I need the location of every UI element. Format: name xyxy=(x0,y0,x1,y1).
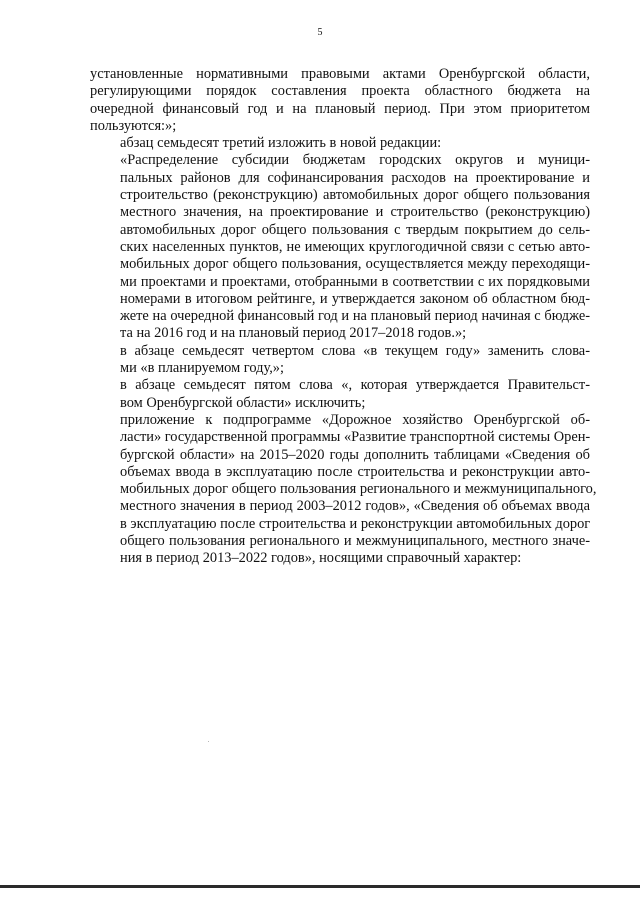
text-line: ми проектами и проектами, отобранными в соответствии с их порядковыми xyxy=(120,273,590,290)
text-line: общего пользования регионального и межмуниципального, местного значе- xyxy=(120,533,590,550)
text-line: «Распределение субсидии бюджетам городских округов и муници- xyxy=(120,152,590,169)
page-bottom-edge xyxy=(0,885,640,888)
text-line: автомобильных дорог общего пользования с твердым покрытием до сель- xyxy=(120,221,590,238)
text-line: объемах ввода в эксплуатацию после строительства и реконструкции авто- xyxy=(120,463,590,480)
scan-speck xyxy=(208,741,209,742)
text-line: мобильных дорог общего пользования, осуществляется между переходящи- xyxy=(120,256,590,273)
text-line: установленные нормативными правовыми актами Оренбургской области, xyxy=(90,66,590,82)
paragraph-74-amendment xyxy=(90,343,590,378)
text-line: ния в период 2013–2022 годов», носящими справочный характер: xyxy=(120,550,522,567)
text-line: очередной финансовый год и на плановый период. При этом приоритетом xyxy=(90,100,590,117)
text-line: та на 2016 год и на плановый период 2017–2018 годов.»; xyxy=(120,325,467,342)
text-line: абзац семьдесят третий изложить в новой редакции: xyxy=(120,135,442,152)
paragraph-appendix-tables xyxy=(90,411,597,568)
text-line: номерами в итоговом рейтинге, и утверждается законом об областном бюд- xyxy=(120,290,590,307)
document-body xyxy=(90,66,597,568)
page-number: 5 xyxy=(317,27,323,38)
text-line: строительство (реконструкцию) автомобильных дорог общего пользования xyxy=(120,187,590,204)
text-line: ских населенных пунктов, не имеющих круглогодичной связи с сетью авто- xyxy=(120,238,590,255)
text-line: приложение к подпрограмме «Дорожное хозяйство Оренбургской об- xyxy=(120,411,590,428)
text-line: ми «в планируемом году,»; xyxy=(120,360,284,377)
text-line: местного значения, на проектирование и строительство (реконструкцию) xyxy=(120,204,590,221)
text-line: в абзаце семьдесят четвертом слова «в текущем году» заменить слова- xyxy=(120,342,590,359)
text-line: мобильных дорог общего пользования регионального и межмуниципального, xyxy=(120,481,597,498)
text-line: регулирующими порядок составления проекта областного бюджета на xyxy=(90,83,590,100)
paragraph-subsidy-distribution xyxy=(90,152,590,342)
text-line: ласти» государственной программы «Развитие транспортной системы Орен- xyxy=(120,429,591,446)
text-line: бургской области» на 2015–2020 годы дополнить таблицами «Сведения об xyxy=(120,446,590,463)
text-line: вом Оренбургской области» исключить; xyxy=(120,394,366,411)
text-line: жете на очередной финансовый год и на плановый период начиная с бюдже- xyxy=(120,308,590,325)
paragraph-75-amendment xyxy=(90,377,590,412)
paragraph-continuation xyxy=(90,66,590,135)
text-line: в эксплуатацию после строительства и реконструкции автомобильных дорог xyxy=(120,515,591,532)
text-line: пользуются:»; xyxy=(90,117,177,134)
paragraph-73-heading xyxy=(90,135,590,152)
text-line: местного значения в период 2003–2012 годов», «Сведения об объемах ввода xyxy=(120,498,590,515)
text-line: в абзаце семьдесят пятом слова «, которая утверждается Правительст- xyxy=(120,377,590,394)
text-line: пальных районов для софинансирования расходов на проектирование и xyxy=(120,169,590,186)
